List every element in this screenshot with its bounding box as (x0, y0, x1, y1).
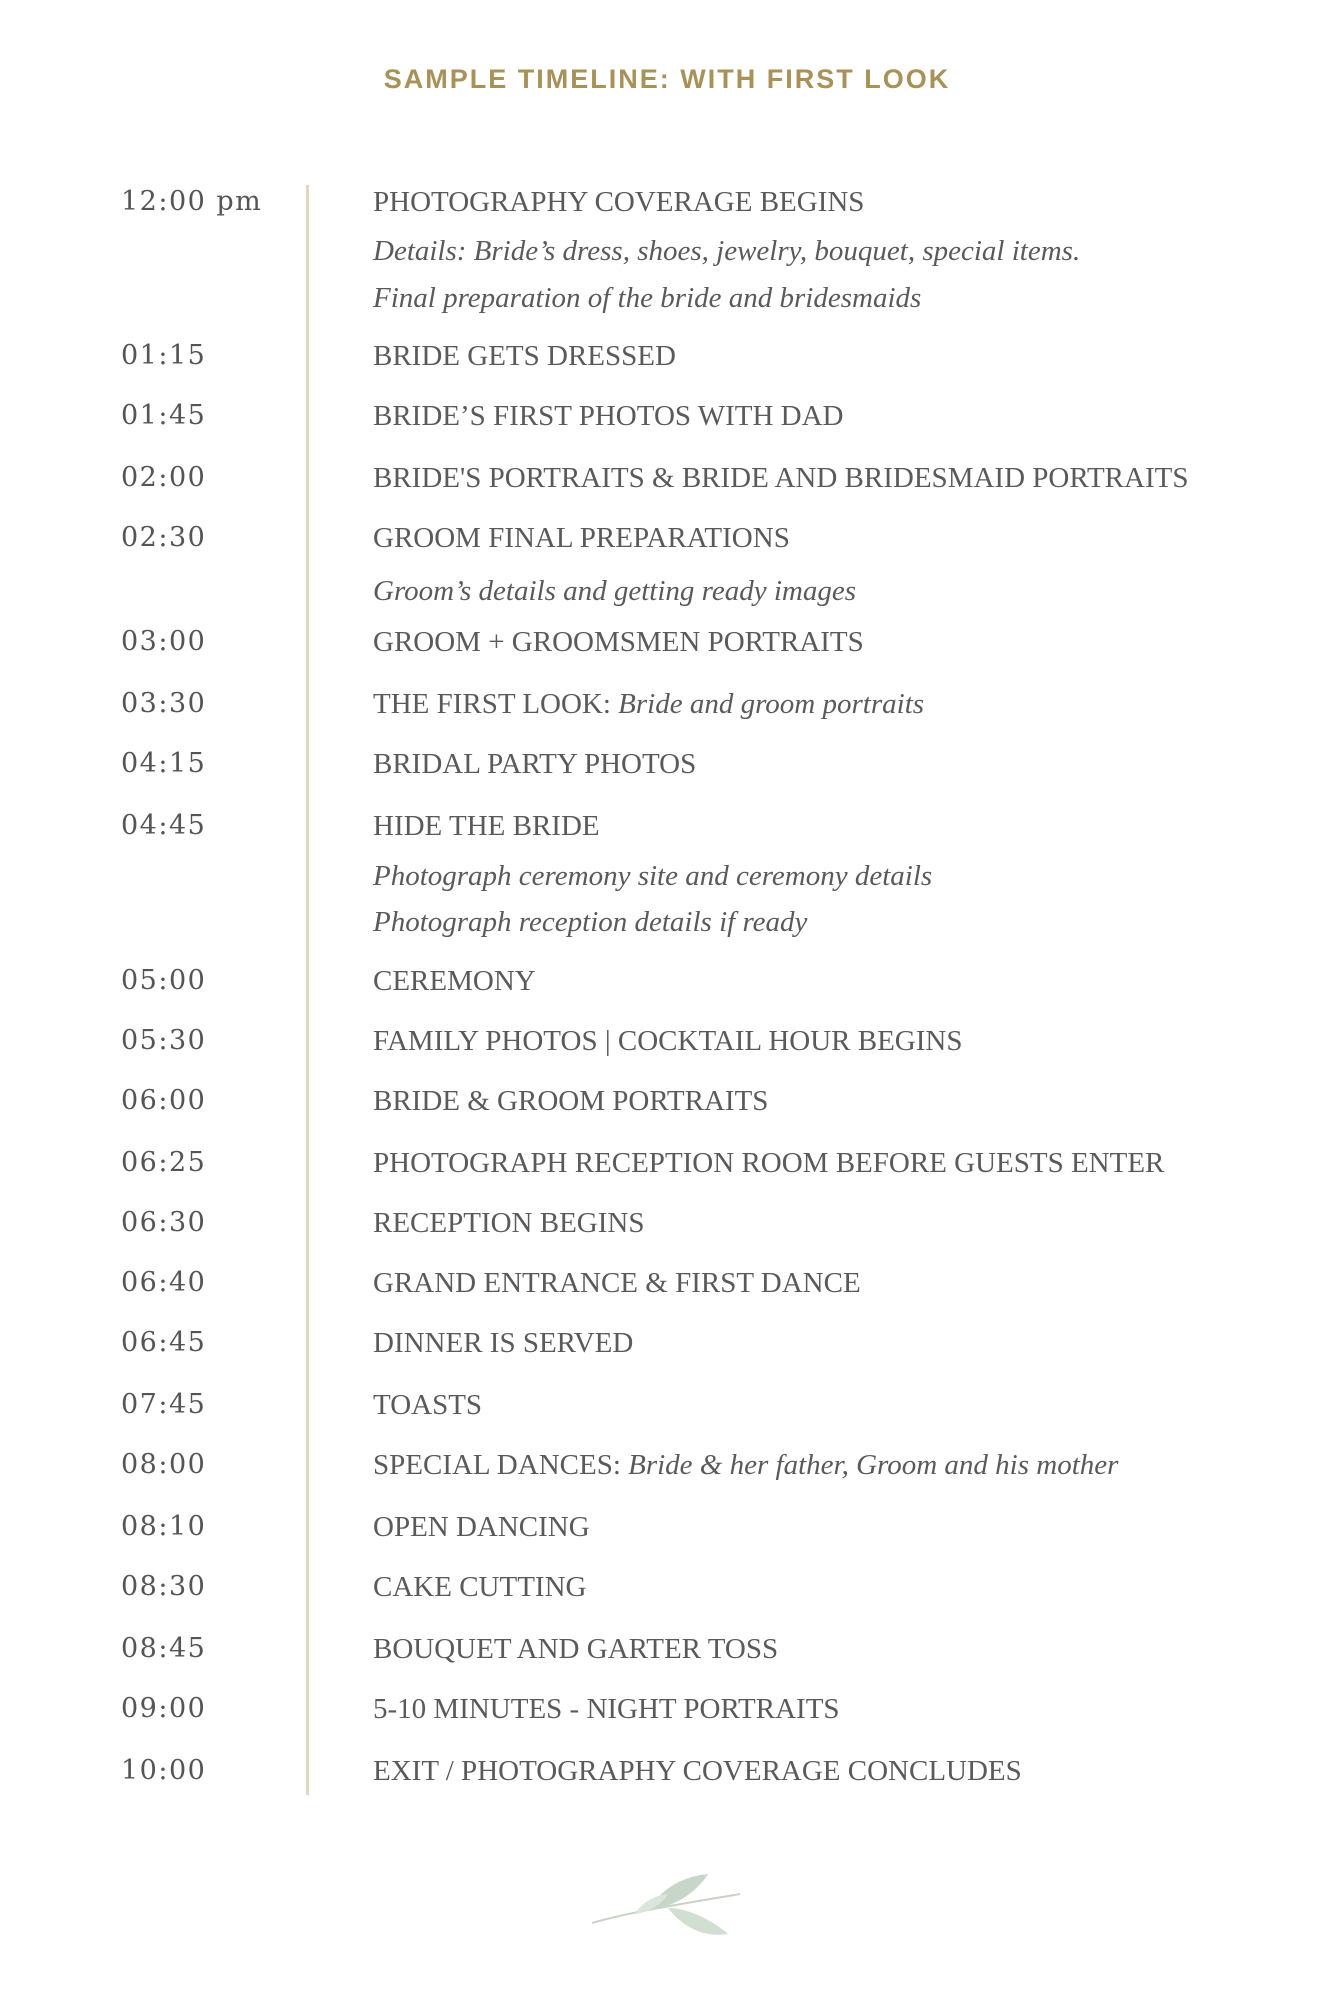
timeline-time: 02:30 (121, 522, 207, 553)
timeline-time: 01:45 (121, 400, 207, 431)
timeline-note: Photograph reception details if ready (373, 906, 808, 938)
timeline-event (373, 186, 864, 219)
timeline-event (373, 1025, 962, 1058)
timeline-note: Final preparation of the bride and bridesmaids (373, 282, 922, 314)
timeline-event (373, 522, 790, 555)
timeline-event (373, 626, 864, 659)
timeline-time: 12:00 pm (121, 186, 263, 217)
timeline-event (373, 1633, 778, 1666)
timeline-event-title: GROOM FINAL PREPARATIONS (373, 522, 790, 554)
timeline-event (373, 1755, 1022, 1788)
timeline-note: Details: Bride’s dress, shoes, jewelry, bouquet, special items. (373, 235, 1081, 267)
timeline-time: 03:00 (121, 626, 207, 657)
timeline-event-title: BOUQUET AND GARTER TOSS (373, 1633, 779, 1665)
timeline-time: 05:30 (121, 1025, 207, 1056)
timeline-event-title: CAKE CUTTING (373, 1571, 587, 1603)
timeline-event-title: GROOM + GROOMSMEN PORTRAITS (373, 626, 864, 658)
timeline-time: 10:00 (121, 1755, 207, 1786)
timeline-event-title: BRIDE & GROOM PORTRAITS (373, 1085, 769, 1117)
timeline-note: Photograph ceremony site and ceremony details (373, 860, 933, 892)
timeline-event (373, 462, 1188, 495)
timeline-time: 07:45 (121, 1389, 207, 1420)
timeline-time: 08:30 (121, 1571, 207, 1602)
timeline-event-title: THE FIRST LOOK: (373, 688, 619, 720)
timeline-event (373, 1693, 840, 1726)
timeline-event (373, 748, 696, 781)
timeline-event-title: FAMILY PHOTOS | COCKTAIL HOUR BEGINS (373, 1025, 963, 1057)
timeline-event (373, 1207, 644, 1240)
timeline-event-title: RECEPTION BEGINS (373, 1207, 645, 1239)
timeline-event-title: BRIDE'S PORTRAITS & BRIDE AND BRIDESMAID PORTRAITS (373, 462, 1189, 494)
page-title: SAMPLE TIMELINE: WITH FIRST LOOK (383, 64, 951, 94)
timeline-event-title: BRIDE GETS DRESSED (373, 340, 676, 372)
timeline-event (373, 1449, 1118, 1482)
timeline-event (373, 965, 536, 998)
timeline-event-title: PHOTOGRAPHY COVERAGE BEGINS (373, 186, 865, 218)
timeline-event-title: SPECIAL DANCES: (373, 1449, 629, 1481)
timeline-note: Groom’s details and getting ready images (373, 575, 857, 607)
timeline-time: 04:15 (121, 748, 207, 779)
timeline-event-title: PHOTOGRAPH RECEPTION ROOM BEFORE GUESTS ENTER (373, 1147, 1165, 1179)
timeline-event (373, 1389, 482, 1422)
timeline-event (373, 688, 924, 721)
timeline-time: 09:00 (121, 1693, 207, 1724)
timeline-time: 02:00 (121, 462, 207, 493)
leaf-branch-icon (590, 1868, 750, 1948)
timeline-time: 06:45 (121, 1327, 207, 1358)
timeline-time: 06:40 (121, 1267, 207, 1298)
timeline-time: 08:00 (121, 1449, 207, 1480)
timeline-event (373, 1147, 1164, 1180)
timeline-event-title: BRIDAL PARTY PHOTOS (373, 748, 697, 780)
timeline-event (373, 1571, 586, 1604)
timeline-event-title: HIDE THE BRIDE (373, 810, 600, 842)
timeline-event (373, 1085, 768, 1118)
timeline-event (373, 340, 676, 373)
timeline-event-title: BRIDE’S FIRST PHOTOS WITH DAD (373, 400, 844, 432)
timeline-event-title: OPEN DANCING (373, 1511, 590, 1543)
timeline-time: 08:45 (121, 1633, 207, 1664)
timeline-event (373, 810, 600, 843)
timeline-time: 03:30 (121, 688, 207, 719)
timeline-event-inline-note: Bride & her father, Groom and his mother (628, 1449, 1119, 1481)
timeline-event-inline-note: Bride and groom portraits (618, 688, 925, 720)
timeline-event-title: 5-10 MINUTES - NIGHT PORTRAITS (373, 1693, 840, 1725)
timeline-time: 06:00 (121, 1085, 207, 1116)
timeline-event-title: GRAND ENTRANCE & FIRST DANCE (373, 1267, 861, 1299)
timeline-event (373, 1327, 633, 1360)
timeline-event-title: DINNER IS SERVED (373, 1327, 634, 1359)
timeline-divider (306, 185, 309, 1795)
timeline-event-title: CEREMONY (373, 965, 536, 997)
timeline-event (373, 1511, 590, 1544)
timeline-event (373, 400, 844, 433)
timeline-time: 06:25 (121, 1147, 207, 1178)
timeline-time: 06:30 (121, 1207, 207, 1238)
timeline-event (373, 1267, 861, 1300)
timeline-event-title: EXIT / PHOTOGRAPHY COVERAGE CONCLUDES (373, 1755, 1022, 1787)
timeline-time: 01:15 (121, 340, 207, 371)
timeline-time: 08:10 (121, 1511, 207, 1542)
timeline-time: 04:45 (121, 810, 207, 841)
timeline-event-title: TOASTS (373, 1389, 483, 1421)
timeline-time: 05:00 (121, 965, 207, 996)
